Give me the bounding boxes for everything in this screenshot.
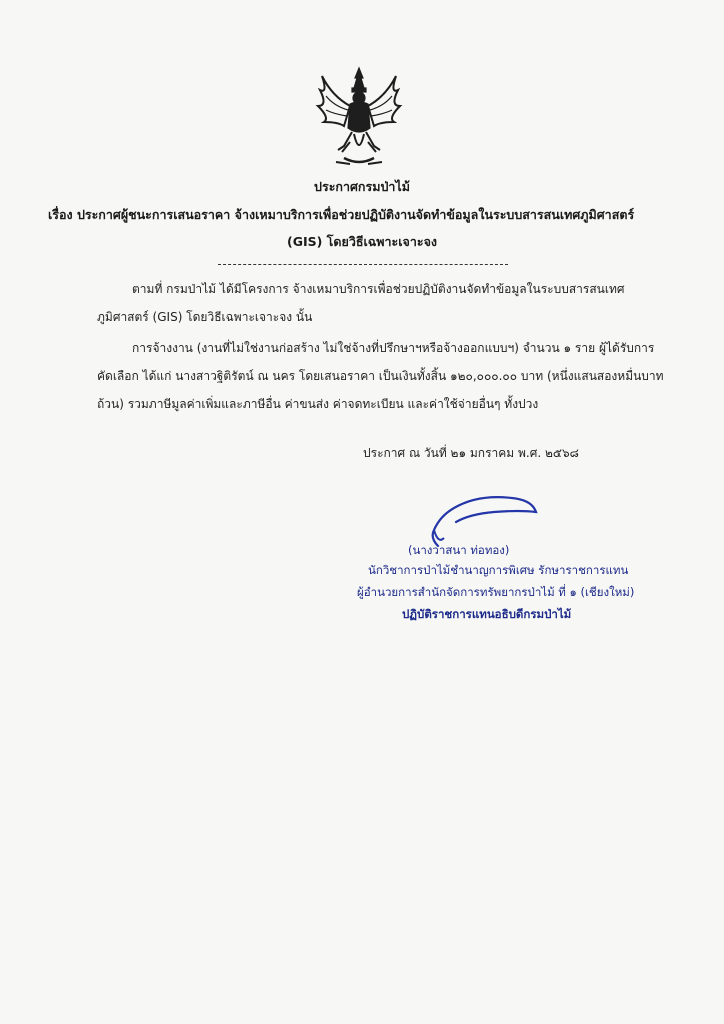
paragraph-1-line-2: ภูมิศาสตร์ (GIS) โดยวิธีเฉพาะเจาะจง นั้น xyxy=(97,310,313,324)
announcement-title: ประกาศกรมป่าไม้ xyxy=(314,179,410,194)
signatory-position-2: ผู้อำนวยการสำนักจัดการทรัพยากรป่าไม้ ที่ ๑ (เชียงใหม่) xyxy=(357,585,635,599)
subject-line-2: (GIS) โดยวิธีเฉพาะเจาะจง xyxy=(286,234,437,249)
signatory-name: (นางวาสนา ท่อทอง) xyxy=(408,543,510,557)
divider-line xyxy=(218,264,508,265)
subject-line-1: เรื่อง ประกาศผู้ชนะการเสนอราคา จ้างเหมาบริการเพื่อช่วยปฏิบัติงานจัดทำข้อมูลในระบบสารสนเทศภูมิศาสตร์ xyxy=(48,207,635,222)
handwritten-signature xyxy=(420,488,540,550)
paragraph-1-line-1: ตามที่ กรมป่าไม้ ได้มีโครงการ จ้างเหมาบริการเพื่อช่วยปฏิบัติงานจัดทำข้อมูลในระบบสารสนเทศ xyxy=(132,282,625,296)
garuda-emblem-icon xyxy=(314,66,404,172)
signatory-position-1: นักวิชาการป่าไม้ชำนาญการพิเศษ รักษาราชการแทน xyxy=(368,563,629,577)
signatory-position-3: ปฏิบัติราชการแทนอธิบดีกรมป่าไม้ xyxy=(402,607,572,621)
paragraph-2-line-1: การจ้างงาน (งานที่ไม่ใช่งานก่อสร้าง ไม่ใช่จ้างที่ปรึกษาฯหรือจ้างออกแบบฯ) จำนวน ๑ ราย ผู้ได้รับการ xyxy=(132,341,655,355)
announcement-date: ประกาศ ณ วันที่ ๒๑ มกราคม พ.ศ. ๒๕๖๘ xyxy=(363,446,579,460)
paragraph-2-line-3: ถ้วน) รวมภาษีมูลค่าเพิ่มและภาษีอื่น ค่าขนส่ง ค่าจดทะเบียน และค่าใช้จ่ายอื่นๆ ทั้งปวง xyxy=(97,397,539,411)
paragraph-2-line-2: คัดเลือก ได้แก่ นางสาวฐิติรัตน์ ณ นคร โดยเสนอราคา เป็นเงินทั้งสิ้น ๑๒๐,๐๐๐.๐๐ บาท (หนึ่งแสนสองหมื่นบาท xyxy=(97,369,664,383)
